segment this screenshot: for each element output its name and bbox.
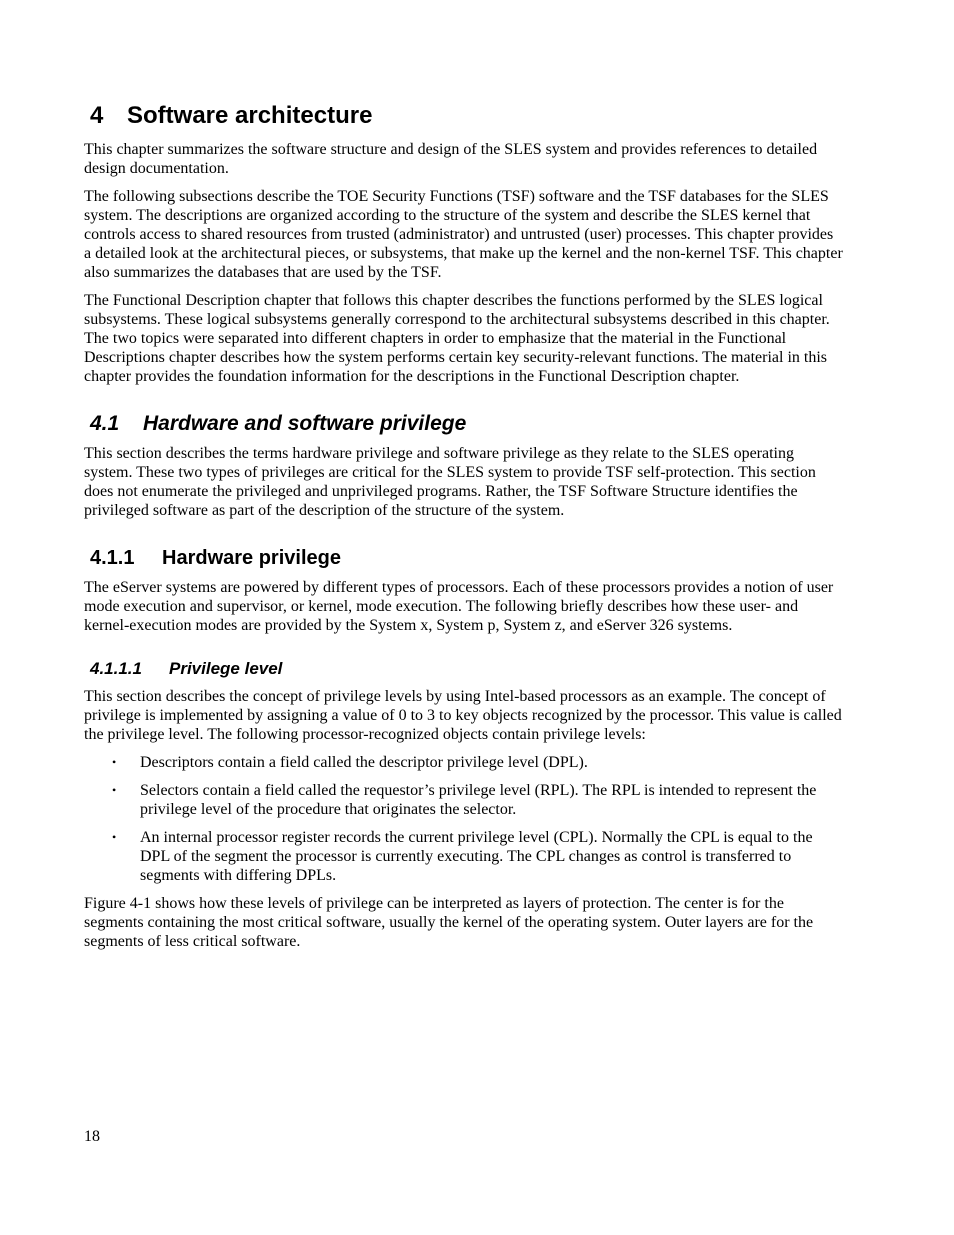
section-4-1-1-paragraph: The eServer systems are powered by different types of processors. Each of these processors provides a notion of user mode execution and supervisor, or kernel, mode execution. The following briefly describes how these user- and kernel-execution modes are provided by the System x, System p, System z, and eServer 326 systems. bbox=[84, 579, 834, 634]
chapter-paragraph-1: This chapter summarizes the software structure and design of the SLES system and provides references to detailed design documentation. bbox=[84, 141, 818, 177]
section-4-1-1-1-intro: This section describes the concept of privilege levels by using Intel-based processors as an example. The concept of privilege is implemented by assigning a value of 0 to 3 to key objects recognized by the processor. This value is called the privilege level. The following processor-recognized objects contain privilege levels: bbox=[84, 688, 842, 743]
section-4-1-1-1-closing: Figure 4-1 shows how these levels of privilege can be interpreted as layers of protection. The center is for the segments containing the most critical software, usually the kernel of the operating system. Outer layers are for the segments of less critical software. bbox=[84, 895, 814, 950]
chapter-heading bbox=[90, 100, 844, 132]
list-item bbox=[84, 828, 844, 885]
section-4-1-1-1-heading bbox=[90, 657, 844, 681]
list-item-text: An internal processor register records the current privilege level (CPL). Normally the CPL is equal to the DPL of the segment the processor is currently executing. The CPL changes as control is transferred to segments with differing DPLs. bbox=[140, 829, 813, 884]
list-item-text: Selectors contain a field called the requestor’s privilege level (RPL). The RPL is intended to represent the privilege level of the procedure that originates the selector. bbox=[140, 782, 817, 818]
list-item-text: Descriptors contain a field called the descriptor privilege level (DPL). bbox=[140, 754, 588, 771]
section-4-1-heading bbox=[90, 410, 844, 438]
chapter-paragraph-3: The Functional Description chapter that follows this chapter describes the functions performed by the SLES logical subsystems. These logical subsystems generally correspond to the architectural subsystems described in this chapter. The two topics were separated into different chapters in order to emphasize that the material in the Functional Descriptions chapter describes how the system performs certain key security-relevant functions. The material in this chapter provides the foundation information for the descriptions in the Functional Description chapter. bbox=[84, 292, 830, 385]
bullet-icon: • bbox=[112, 830, 117, 844]
section-4-1-1-1-number: 4.1.1.1 bbox=[90, 659, 142, 678]
chapter-title: Software architecture bbox=[127, 102, 373, 129]
chapter-paragraph-2: The following subsections describe the TOE Security Functions (TSF) software and the TSF databases for the SLES system. The descriptions are organized according to the structure of the system and describe the SLES kernel that controls access to shared resources from trusted (administrator) and untrusted (user) processes. This chapter provides a detailed look at the architectural pieces, or subsystems, that make up the kernel and the non-kernel TSF. This chapter also summarizes the databases that are used by the TSF. bbox=[84, 188, 843, 281]
bullet-icon: • bbox=[112, 783, 117, 797]
page-number: 18 bbox=[84, 1128, 100, 1145]
section-4-1-1-heading bbox=[90, 544, 844, 572]
section-4-1-title: Hardware and software privilege bbox=[143, 412, 467, 435]
section-4-1-paragraph: This section describes the terms hardware privilege and software privilege as they relate to the SLES operating system. These two types of privileges are critical for the SLES system to provide TSF self-protection. This section does not enumerate the privileged and unprivileged programs. Rather, the TSF Software Structure identifies the privileged software as part of the description of the structure of the system. bbox=[84, 445, 816, 519]
list-item bbox=[84, 753, 844, 772]
section-4-1-1-1-title: Privilege level bbox=[169, 659, 283, 678]
section-4-1-1-title: Hardware privilege bbox=[162, 547, 341, 569]
list-item bbox=[84, 781, 844, 819]
bullet-icon: • bbox=[112, 755, 117, 769]
section-4-1-1-number: 4.1.1 bbox=[90, 547, 135, 569]
chapter-number: 4 bbox=[90, 102, 104, 129]
document-page bbox=[84, 100, 844, 960]
privilege-bullet-list bbox=[84, 753, 844, 885]
section-4-1-number: 4.1 bbox=[90, 412, 120, 435]
